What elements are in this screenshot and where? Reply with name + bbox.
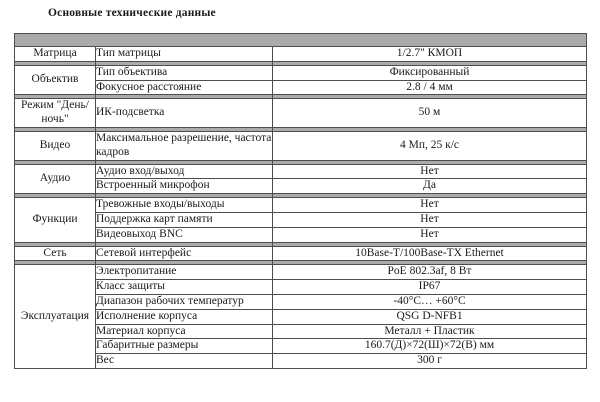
- specs-table: [14, 33, 587, 369]
- value-cell: Фиксированный: [273, 65, 587, 80]
- table-row: [15, 65, 587, 80]
- property-cell: Вес: [96, 354, 273, 369]
- value-cell: Нет: [273, 227, 587, 242]
- value-cell: QSG D-NFB1: [273, 309, 587, 324]
- table-row: [15, 354, 587, 369]
- table-row: [15, 246, 587, 261]
- property-cell: Габаритные размеры: [96, 339, 273, 354]
- value-cell: IP67: [273, 280, 587, 295]
- category-cell: Сеть: [15, 246, 96, 261]
- table-row: [15, 179, 587, 194]
- property-cell: Класс защиты: [96, 280, 273, 295]
- category-cell: Видео: [15, 131, 96, 160]
- property-cell: Фокусное расстояние: [96, 80, 273, 95]
- property-cell: Исполнение корпуса: [96, 309, 273, 324]
- value-cell: 300 г: [273, 354, 587, 369]
- value-cell: 2.8 / 4 мм: [273, 80, 587, 95]
- page-title: Основные технические данные: [48, 7, 216, 19]
- property-cell: Максимальное разрешение, частота кадров: [96, 131, 273, 160]
- property-cell: Тип объектива: [96, 65, 273, 80]
- category-cell: Функции: [15, 198, 96, 242]
- table-row: [15, 227, 587, 242]
- category-cell: Эксплуатация: [15, 265, 96, 369]
- value-cell: 4 Мп, 25 к/с: [273, 131, 587, 160]
- value-cell: PoE 802.3af, 8 Вт: [273, 265, 587, 280]
- table-row: [15, 280, 587, 295]
- property-cell: ИК-подсветка: [96, 99, 273, 128]
- value-cell: -40°C… +60°C: [273, 294, 587, 309]
- property-cell: Электропитание: [96, 265, 273, 280]
- value-cell: Металл + Пластик: [273, 324, 587, 339]
- value-cell: Да: [273, 179, 587, 194]
- value-cell: 160.7(Д)×72(Ш)×72(В) мм: [273, 339, 587, 354]
- value-cell: 10Base-T/100Base-TX Ethernet: [273, 246, 587, 261]
- property-cell: Тип матрицы: [96, 47, 273, 62]
- table-header-band: [15, 34, 587, 47]
- table-row: [15, 198, 587, 213]
- category-cell: Режим "День/ночь": [15, 99, 96, 128]
- table-row: [15, 324, 587, 339]
- table-row: [15, 309, 587, 324]
- value-cell: Нет: [273, 212, 587, 227]
- table-row: [15, 294, 587, 309]
- category-cell: Аудио: [15, 164, 96, 194]
- table-row: [15, 99, 587, 128]
- value-cell: 50 м: [273, 99, 587, 128]
- category-cell: Матрица: [15, 47, 96, 62]
- table-row: [15, 212, 587, 227]
- table-row: [15, 339, 587, 354]
- property-cell: Встроенный микрофон: [96, 179, 273, 194]
- value-cell: Нет: [273, 198, 587, 213]
- property-cell: Поддержка карт памяти: [96, 212, 273, 227]
- table-row: [15, 265, 587, 280]
- category-cell: Объектив: [15, 65, 96, 95]
- table-row: [15, 80, 587, 95]
- table-row: [15, 131, 587, 160]
- table-row: [15, 47, 587, 62]
- property-cell: Видеовыход BNC: [96, 227, 273, 242]
- property-cell: Аудио вход/выход: [96, 164, 273, 179]
- property-cell: Диапазон рабочих температур: [96, 294, 273, 309]
- table-row: [15, 164, 587, 179]
- header-band-cell: [15, 34, 587, 47]
- property-cell: Тревожные входы/выходы: [96, 198, 273, 213]
- property-cell: Материал корпуса: [96, 324, 273, 339]
- value-cell: 1/2.7" КМОП: [273, 47, 587, 62]
- value-cell: Нет: [273, 164, 587, 179]
- property-cell: Сетевой интерфейс: [96, 246, 273, 261]
